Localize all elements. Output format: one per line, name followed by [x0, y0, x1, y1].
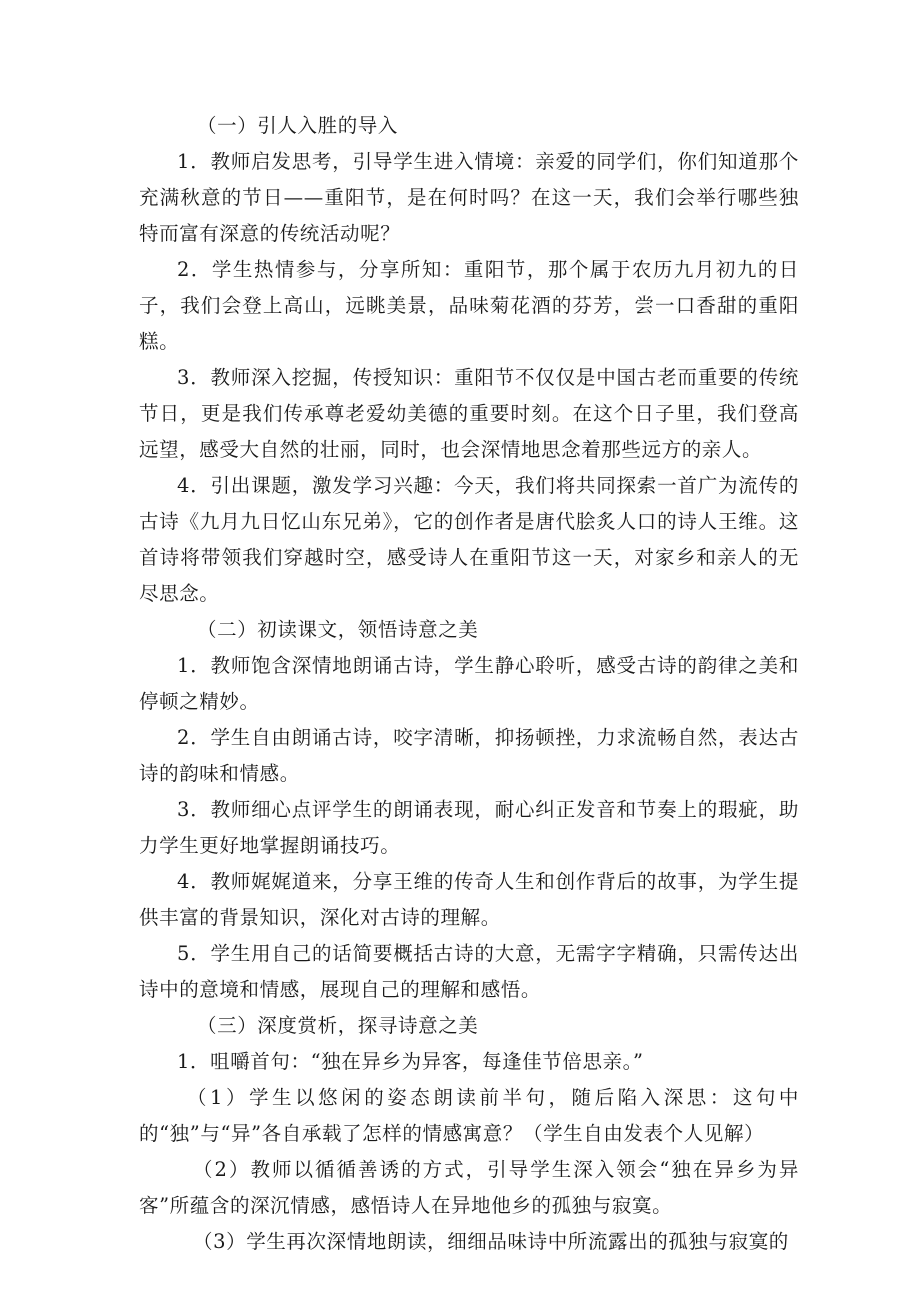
list-item: 1．教师饱含深情地朗诵古诗，学生静心聆听，感受古诗的韵律之美和停顿之精妙。 — [139, 654, 799, 713]
document-body — [139, 108, 799, 1260]
section-heading: （三）深度赏析，探寻诗意之美 — [197, 1014, 479, 1037]
list-item: 2．学生自由朗诵古诗，咬字清晰，抑扬顿挫，力求流畅自然，表达古诗的韵味和情感。 — [139, 726, 799, 785]
sub-list-item: （1）学生以悠闲的姿态朗读前半句，随后陷入深思：这句中的“独”与“异”各自承载了怎样的情感寓意？（学生自由发表个人见解） — [139, 1086, 799, 1145]
list-item: 5．学生用自己的话简要概括古诗的大意，无需字字精确，只需传达出诗中的意境和情感，展现自己的理解和感悟。 — [139, 942, 799, 1001]
list-item: 2．学生热情参与，分享所知：重阳节，那个属于农历九月初九的日子，我们会登上高山，远眺美景，品味菊花酒的芬芳，尝一口香甜的重阳糕。 — [139, 258, 799, 353]
list-item: 4．教师娓娓道来，分享王维的传奇人生和创作背后的故事，为学生提供丰富的背景知识，深化对古诗的理解。 — [139, 870, 799, 929]
list-item: 1．咀嚼首句：“独在异乡为异客，每逢佳节倍思亲。” — [177, 1050, 644, 1073]
list-item: 3．教师细心点评学生的朗诵表现，耐心纠正发音和节奏上的瑕疵，助力学生更好地掌握朗诵技巧。 — [139, 798, 799, 857]
list-item: 3．教师深入挖掘，传授知识：重阳节不仅仅是中国古老而重要的传统节日，更是我们传承尊老爱幼美德的重要时刻。在这个日子里，我们登高远望，感受大自然的壮丽，同时，也会深情地思念着那些远方的亲人。 — [139, 366, 799, 461]
list-item: 4．引出课题，激发学习兴趣：今天，我们将共同探索一首广为流传的古诗《九月九日忆山东兄弟》，它的创作者是唐代脍炙人口的诗人王维。这首诗将带领我们穿越时空，感受诗人在重阳节这一天，对家乡和亲人的无尽思念。 — [139, 474, 799, 605]
section-heading: （二）初读课文，领悟诗意之美 — [197, 618, 479, 641]
list-item: 1．教师启发思考，引导学生进入情境：亲爱的同学们，你们知道那个充满秋意的节日——重阳节，是在何时吗？在这一天，我们会举行哪些独特而富有深意的传统活动呢？ — [139, 150, 799, 245]
sub-list-item: （2）教师以循循善诱的方式，引导学生深入领会“独在异乡为异客”所蕴含的深沉情感，感悟诗人在异地他乡的孤独与寂寞。 — [139, 1158, 799, 1217]
section-heading: （一）引人入胜的导入 — [197, 114, 399, 137]
sub-list-item: （3）学生再次深情地朗读，细细品味诗中所流露出的孤独与寂寞的 — [193, 1230, 789, 1253]
